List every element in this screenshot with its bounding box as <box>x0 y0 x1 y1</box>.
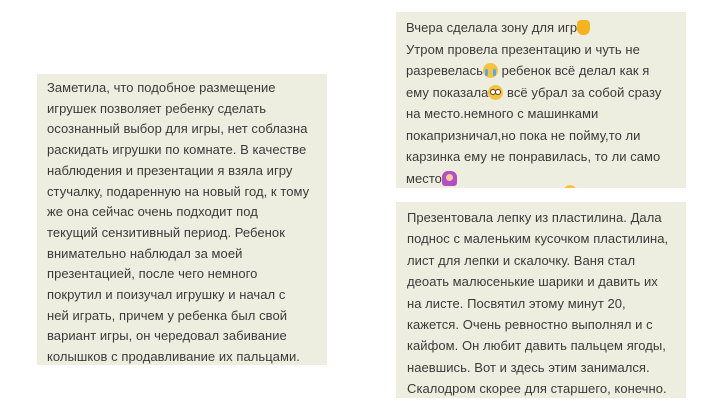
left-card-line: наблюдения и презентации я взяла игру <box>47 162 293 178</box>
left-card-line: покрутил и поизучал игрушку и начал с <box>47 287 286 303</box>
left-card-line: стучалку, подаренную на новый год, к тому <box>47 183 310 199</box>
top-right-line <box>406 82 686 104</box>
top-right-line-text: Вчера сделала зону для игр <box>406 20 578 35</box>
top-right-line <box>406 60 686 82</box>
left-card-line: игрушек позволяет ребенку сделать <box>47 100 267 116</box>
top-right-text-card <box>396 12 686 188</box>
top-right-line-text: место <box>406 170 442 186</box>
left-card-line: ней играть, причем у ребенка был свой <box>47 307 288 323</box>
bottom-right-line: наевшись. Вот и здесь этим занимался. <box>407 359 650 375</box>
top-right-line: Утром провела презентацию и чуть не <box>406 41 640 57</box>
bottom-right-line: кажется. Очень ревностно выполнял и с <box>407 317 653 333</box>
flexed-fist-icon <box>577 20 590 35</box>
flushed-face-icon <box>488 85 503 100</box>
top-right-line: покапризничал,но пока не пойму,то ли <box>406 127 641 143</box>
loudly-crying-face-icon <box>483 63 498 78</box>
left-text-card <box>37 74 327 365</box>
top-right-line-text: лась <box>454 63 483 78</box>
left-card-line: презентацией, после чего немного <box>47 266 258 282</box>
left-card-line: Заметила, что подобное размещение <box>47 80 276 95</box>
top-right-line: карзинка ему не понравилась, то ли само <box>406 149 661 164</box>
facepalm-icon <box>442 171 457 186</box>
top-right-line <box>406 17 686 39</box>
left-card-line: текущий сензитивный период. Ребенок <box>47 224 285 240</box>
bottom-right-line: кайфом. Он любит давить пальцем ягоды, <box>407 338 666 354</box>
bottom-right-line: на листе. Посвятил этому минут 20, <box>407 295 626 311</box>
left-card-line: осознанный выбор для игры, нет соблазна <box>47 121 308 137</box>
bottom-right-line: деоать малюсенькие шарики и давить их <box>407 274 658 290</box>
bottom-right-text-card <box>396 202 686 398</box>
bottom-right-line: Презентовала лепку из пластилина. Дала <box>407 210 662 225</box>
bottom-right-line: Скалодром скорее для старшего, конечно. <box>407 381 667 397</box>
left-card-line: колышков с продавливание их пальцами. <box>47 349 300 365</box>
left-card-line: внимательно наблюдал за моей <box>47 245 243 261</box>
bottom-right-line: лист для лепки и скалочку. Ваня стал <box>407 252 636 268</box>
truncated-emoji-icon <box>564 185 576 188</box>
left-card-line: вариант игры, он чередовал забивание <box>47 328 287 344</box>
bottom-right-line: поднос с маленьким кусочком пластилина, <box>407 231 669 247</box>
top-right-line-text: ребенок всё делал как я <box>497 63 650 78</box>
top-right-line <box>406 168 686 189</box>
top-right-line-text: ему показала <box>406 84 489 100</box>
top-right-line-text: разреве <box>406 63 455 78</box>
left-card-line: раскидать игрушки по комнате. В качестве <box>47 142 307 158</box>
top-right-line-text: всё убрал за собой сразу <box>503 84 662 100</box>
top-right-line: на место.немного с машинками <box>406 106 599 121</box>
left-card-line: же она сейчас очень подходит под <box>47 204 258 220</box>
